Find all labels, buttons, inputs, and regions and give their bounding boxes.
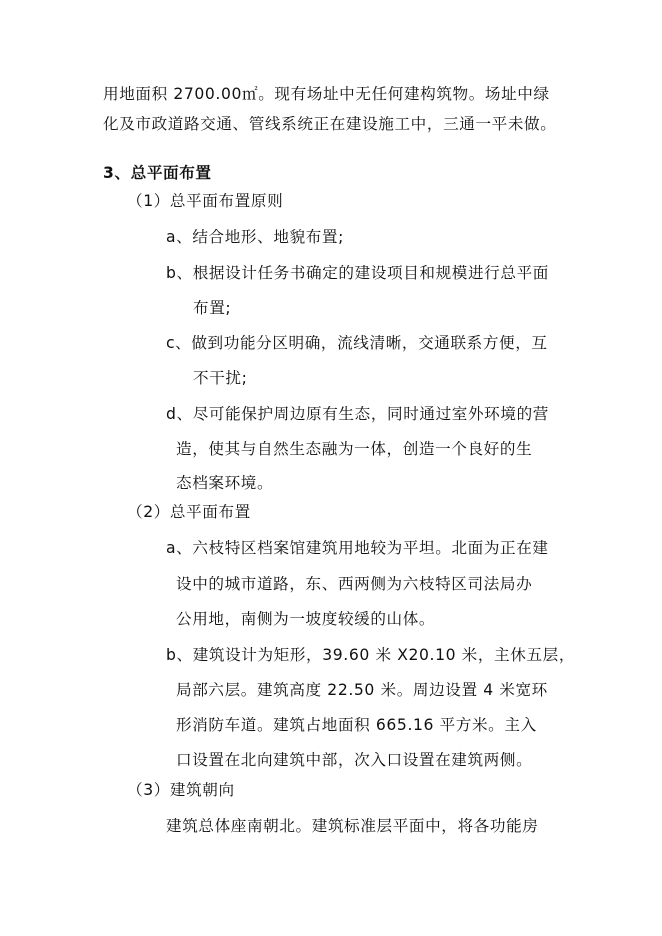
- section-heading: 3、总平面布置: [103, 164, 212, 182]
- list-item-continuation: 形消防车道。建筑占地面积 665.16 平方米。主入: [176, 716, 537, 734]
- subsection-title-2: （2）总平面布置: [127, 503, 251, 521]
- intro-line-2: 化及市政道路交通、管线系统正在建设施工中，三通一平未做。: [103, 115, 557, 133]
- list-item-continuation: 造，使其与自然生态融为一体，创造一个良好的生: [176, 440, 533, 458]
- list-item-continuation: 态档案环境。: [176, 474, 274, 492]
- list-item-continuation: 设中的城市道路，东、西两侧为六枝特区司法局办: [176, 575, 533, 593]
- list-item-continuation: 不干扰;: [193, 369, 248, 387]
- list-item-continuation: 布置;: [193, 299, 232, 317]
- list-item: a、结合地形、地貌布置;: [166, 228, 344, 246]
- list-item: c、做到功能分区明确，流线清晰，交通联系方便，互: [166, 334, 548, 352]
- list-item-continuation: 局部六层。建筑高度 22.50 米。周边设置 4 米宽环: [176, 681, 548, 699]
- list-item-continuation: 口设置在北向建筑中部，次入口设置在建筑两侧。: [176, 751, 533, 769]
- subsection-title-1: （1）总平面布置原则: [127, 192, 284, 210]
- list-item: b、建筑设计为矩形，39.60 米 X20.10 米，主休五层，: [166, 646, 576, 664]
- paragraph-line: 建筑总体座南朝北。建筑标准层平面中，将各功能房: [166, 817, 539, 835]
- intro-line-1: 用地面积 2700.00㎡。现有场址中无任何建构筑物。场址中绿: [103, 85, 550, 103]
- list-item: d、尽可能保护周边原有生态，同时通过室外环境的营: [166, 405, 549, 423]
- list-item: b、根据设计任务书确定的建设项目和规模进行总平面: [166, 264, 549, 282]
- subsection-title-3: （3）建筑朝向: [127, 781, 235, 799]
- list-item-continuation: 公用地，南侧为一坡度较缓的山体。: [176, 610, 436, 628]
- list-item: a、六枝特区档案馆建筑用地较为平坦。北面为正在建: [166, 539, 549, 557]
